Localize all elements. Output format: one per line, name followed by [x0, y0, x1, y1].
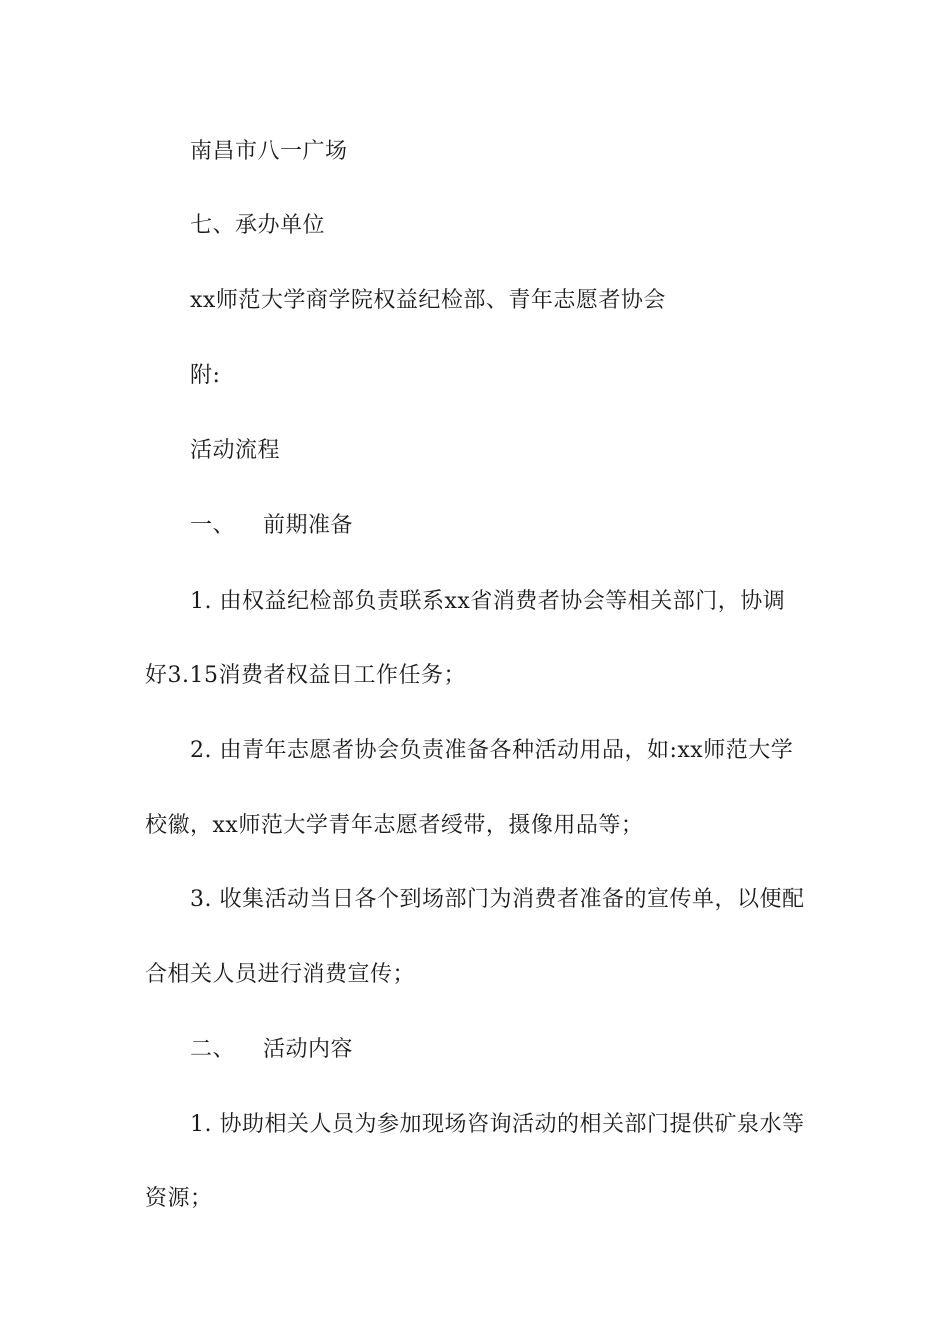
section-number: 二、 [190, 1037, 236, 1062]
section-title: 活动内容 [263, 1037, 354, 1062]
content-item-1-line-1: 1. 协助相关人员为参加现场咨询活动的相关部门提供矿泉水等 [190, 1112, 805, 1137]
section-number: 一、 [190, 513, 236, 538]
prep-item-2-line-2: 校徽，xx师范大学青年志愿者绶带，摄像用品等； [145, 813, 644, 838]
content-item-1-line-2: 资源； [145, 1186, 213, 1211]
prep-item-3-line-1: 3. 收集活动当日各个到场部门为消费者准备的宣传单，以便配 [190, 887, 805, 912]
section-title: 前期准备 [263, 513, 354, 538]
appendix-label: 附: [190, 363, 221, 388]
process-title: 活动流程 [190, 438, 281, 463]
venue-text: 南昌市八一广场 [190, 139, 348, 164]
prep-item-1-line-1: 1. 由权益纪检部负责联系xx省消费者协会等相关部门，协调 [190, 589, 786, 614]
organizer-text: xx师范大学商学院权益纪检部、青年志愿者协会 [190, 288, 666, 313]
section-heading-organizer: 七、承办单位 [190, 213, 326, 238]
prep-item-1-line-2: 好3.15消费者权益日工作任务； [145, 663, 466, 688]
section-heading-preparation [190, 511, 353, 541]
prep-item-2-line-1: 2. 由青年志愿者协会负责准备各种活动用品，如:xx师范大学 [190, 738, 794, 763]
section-heading-content [190, 1035, 353, 1065]
prep-item-3-line-2: 合相关人员进行消费宣传； [145, 962, 416, 987]
